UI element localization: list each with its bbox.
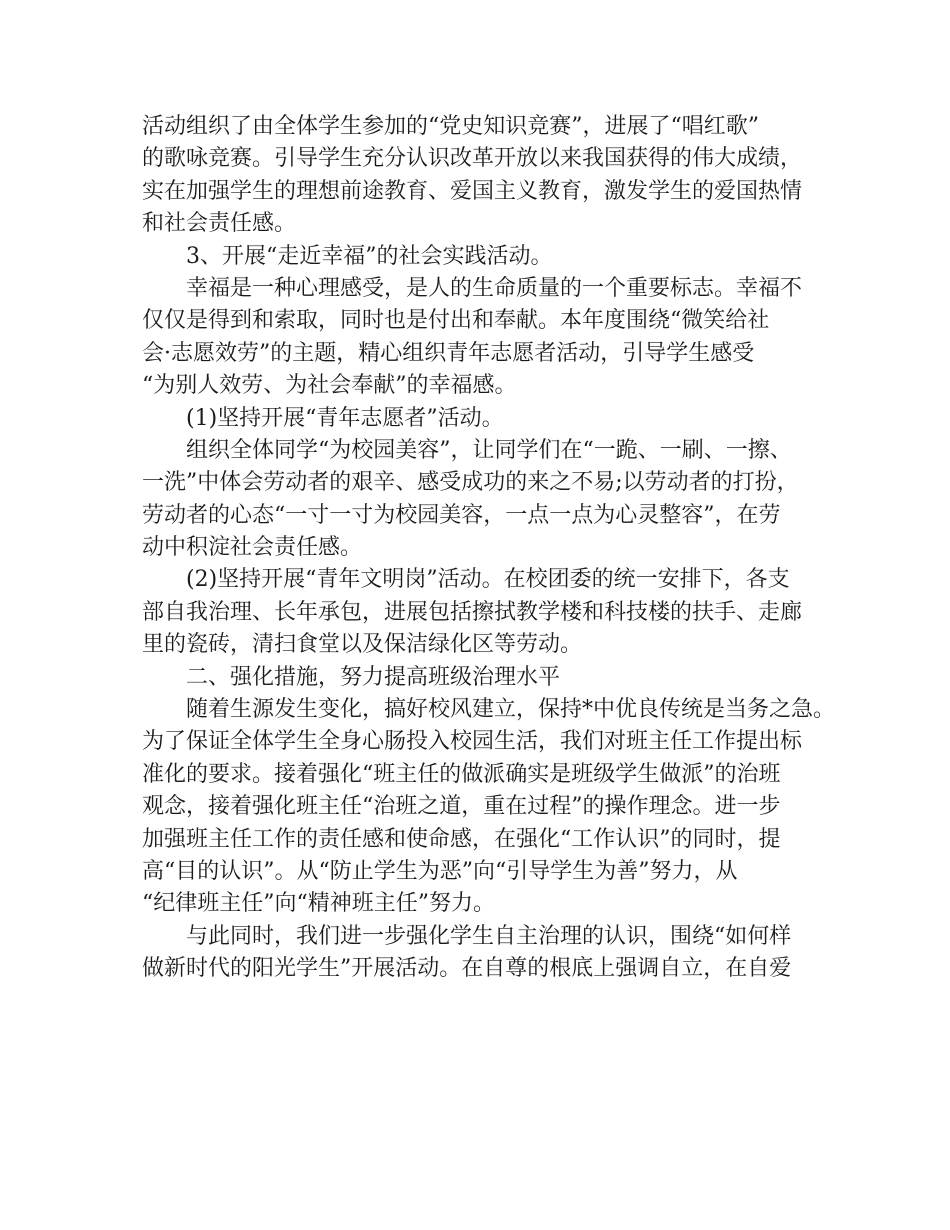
text-line: 与此同时，我们进一步强化学生自主治理的认识，围绕“如何样 [186, 923, 792, 949]
text-line: 做新时代的阳光学生”开展活动。在自尊的根底上强调自立，在自爱 [142, 956, 792, 982]
text-line: 仅仅是得到和索取，同时也是付出和奉献。本年度围绕“微笑给社 [142, 308, 770, 334]
text-line: 里的瓷砖，清扫食堂以及保洁绿化区等劳动。 [142, 632, 583, 658]
text-line: 二、强化措施，努力提高班级治理水平 [186, 664, 561, 690]
text-line: 3、开展“走近幸福”的社会实践活动。 [186, 243, 553, 269]
text-line: 实在加强学生的理想前途教育、爱国主义教育，激发学生的爱国热情 [142, 178, 803, 204]
text-line: 幸福是一种心理感受，是人的生命质量的一个重要标志。幸福不 [186, 275, 803, 301]
text-line: 动中积淀社会责任感。 [142, 535, 363, 561]
text-line: “纪律班主任”向“精神班主任”努力。 [142, 891, 495, 917]
text-line: 的歌咏竞赛。引导学生充分认识改革开放以来我国获得的伟大成绩， [142, 146, 803, 172]
text-line: (1)坚持开展“青年志愿者”活动。 [186, 405, 504, 431]
document-body [142, 111, 836, 986]
text-line: 高“目的认识”。从“防止学生为恶”向“引导学生为善”努力，从 [142, 858, 738, 884]
text-line: 一洗”中体会劳动者的艰辛、感受成功的来之不易;以劳动者的打扮， [142, 470, 799, 496]
text-line: (2)坚持开展“青年文明岗”活动。在校团委的统一安排下，各支 [186, 567, 790, 593]
text-line: 随着生源发生变化，搞好校风建立，保持*中优良传统是当务之急。 [186, 697, 836, 723]
text-line: 为了保证全体学生全身心肠投入校园生活，我们对班主任工作提出标 [142, 729, 803, 755]
text-line: 会·志愿效劳”的主题，精心组织青年志愿者活动，引导学生感受 [142, 340, 755, 366]
text-line: 加强班主任工作的责任感和使命感，在强化“工作认识”的同时，提 [142, 826, 781, 852]
text-line: 劳动者的心态“一寸一寸为校园美容，一点一点为心灵整容”，在劳 [142, 502, 781, 528]
text-line: 活动组织了由全体学生参加的“党史知识竞赛”，进展了“唱红歌” [142, 114, 759, 139]
text-line: 观念，接着强化班主任“治班之道，重在过程”的操作理念。进一步 [142, 794, 781, 820]
text-line: 准化的要求。接着强化“班主任的做派确实是班级学生做派”的治班 [142, 761, 781, 787]
text-line: 部自我治理、长年承包，进展包括擦拭教学楼和科技楼的扶手、走廊 [142, 599, 803, 625]
text-line: 组织全体同学“为校园美容”，让同学们在“一跪、一刷、一擦、 [186, 437, 792, 463]
text-line: 和社会责任感。 [142, 211, 297, 237]
text-line: “为别人效劳、为社会奉献”的幸福感。 [142, 373, 517, 399]
